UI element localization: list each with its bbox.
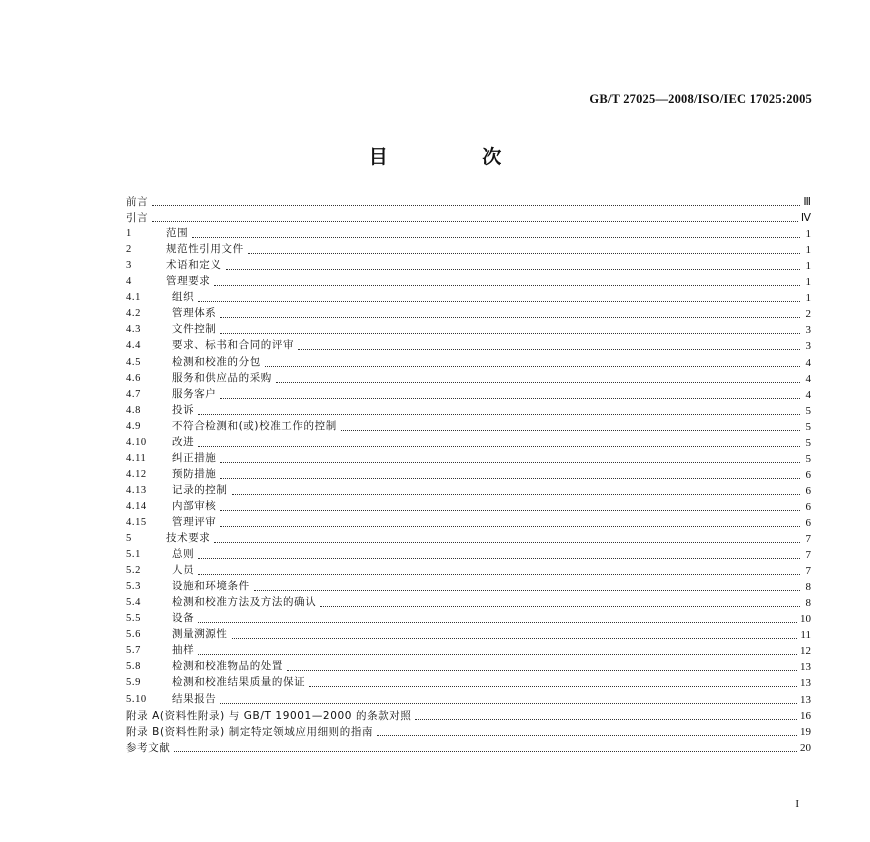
toc-entry-text: 设施和环境条件	[172, 580, 250, 593]
toc-entry-label	[126, 322, 216, 337]
toc-entry-text: 文件控制	[172, 323, 217, 336]
toc-entry[interactable]	[126, 273, 811, 289]
toc-entry[interactable]	[126, 193, 811, 209]
toc-leader-dots	[220, 477, 800, 479]
toc-entry-text: 投诉	[172, 403, 195, 416]
toc-entry[interactable]	[126, 690, 811, 706]
toc-entry[interactable]	[126, 578, 811, 594]
toc-entry-page: 4	[805, 372, 811, 385]
toc-entry[interactable]	[126, 739, 811, 755]
toc-entry-label	[126, 451, 216, 466]
toc-entry-page: 7	[805, 549, 811, 562]
toc-entry[interactable]	[126, 626, 811, 642]
toc-entry-page: 5	[805, 452, 811, 465]
toc-entry-text: 记录的控制	[172, 483, 228, 496]
toc-entry-label	[126, 242, 244, 257]
toc-leader-dots	[232, 493, 801, 495]
toc-entry-label	[126, 563, 194, 578]
toc-entry-label	[126, 419, 337, 434]
toc-leader-dots	[309, 685, 797, 687]
toc-entry-label	[126, 258, 222, 273]
toc-entry-label	[126, 579, 250, 594]
toc-leader-dots	[198, 413, 800, 415]
toc-entry-label	[126, 483, 228, 498]
toc-entry-label	[126, 435, 194, 450]
toc-entry-page: 7	[805, 565, 811, 578]
toc-entry-number: 5.10	[126, 693, 147, 705]
toc-entry-text: 检测和校准的分包	[172, 355, 261, 368]
toc-entry-text: 引言	[126, 212, 149, 225]
toc-entry-text: 管理评审	[172, 515, 217, 528]
toc-entry-page: 20	[800, 741, 811, 754]
toc-entry-text: 术语和定义	[166, 259, 222, 272]
toc-entry-page: 13	[800, 693, 811, 706]
toc-entry[interactable]	[126, 418, 811, 434]
toc-entry-label	[126, 531, 210, 546]
toc-entry-label	[126, 515, 216, 530]
toc-leader-dots	[415, 718, 797, 720]
toc-entry[interactable]	[126, 514, 811, 530]
toc-leader-dots	[220, 461, 800, 463]
toc-entry-page: 1	[805, 292, 811, 305]
toc-entry-label	[126, 659, 283, 674]
toc-entry-number: 5.2	[126, 565, 141, 577]
toc-leader-dots	[341, 429, 800, 431]
toc-entry-label	[126, 195, 148, 209]
toc-entry-label	[126, 692, 216, 707]
toc-entry-number: 4.8	[126, 404, 141, 416]
toc-leader-dots	[320, 605, 800, 607]
toc-leader-dots	[214, 284, 800, 286]
toc-entry[interactable]	[126, 289, 811, 305]
toc-entry-number: 1	[126, 228, 132, 240]
toc-entry[interactable]	[126, 482, 811, 498]
toc-entry[interactable]	[126, 707, 811, 723]
toc-leader-dots	[198, 573, 800, 575]
toc-entry-text: 人员	[172, 564, 195, 577]
toc-entry-number: 4.12	[126, 468, 147, 480]
toc-entry-label	[126, 611, 194, 626]
toc-entry-page: 3	[805, 324, 811, 337]
toc-entry-text: 范围	[166, 227, 189, 240]
toc-entry-page: 8	[805, 597, 811, 610]
toc-entry-text: 服务和供应品的采购	[172, 371, 272, 384]
toc-entry-page: 6	[805, 468, 811, 481]
toc-entry-page: 3	[805, 340, 811, 353]
toc-entry-label	[126, 371, 272, 386]
toc-entry-number: 2	[126, 244, 132, 256]
toc-leader-dots	[214, 541, 800, 543]
toc-entry-number: 4.1	[126, 292, 141, 304]
toc-entry-page: 13	[800, 661, 811, 674]
toc-entry-page: Ⅳ	[800, 212, 811, 225]
toc-entry[interactable]	[126, 402, 811, 418]
toc-entry[interactable]	[126, 642, 811, 658]
toc-leader-dots	[265, 365, 800, 367]
toc-entry-text: 设备	[172, 612, 195, 625]
toc-leader-dots	[198, 653, 797, 655]
toc-entry[interactable]	[126, 353, 811, 369]
toc-entry[interactable]	[126, 530, 811, 546]
toc-leader-dots	[152, 204, 800, 206]
toc-entry-number: 4.3	[126, 324, 141, 336]
toc-leader-dots	[174, 750, 797, 752]
toc-entry[interactable]	[126, 450, 811, 466]
toc-entry[interactable]	[126, 434, 811, 450]
toc-leader-dots	[220, 702, 797, 704]
toc-entry-label	[126, 403, 194, 418]
toc-entry-page: 8	[805, 581, 811, 594]
toc-entry-label	[126, 387, 216, 402]
toc-entry-number: 4.10	[126, 436, 147, 448]
toc-entry-page: 11	[800, 629, 811, 642]
toc-entry-number: 4.5	[126, 356, 141, 368]
toc-entry[interactable]	[126, 546, 811, 562]
toc-entry-page: Ⅲ	[803, 196, 811, 209]
toc-entry-text: 管理体系	[172, 307, 217, 320]
toc-leader-dots	[276, 381, 800, 383]
toc-entry[interactable]	[126, 305, 811, 321]
toc-title: 目 次	[368, 146, 546, 168]
toc-entry-number: 4	[126, 276, 132, 288]
toc-entry-number: 3	[126, 260, 132, 272]
toc-entry-number: 5	[126, 533, 132, 545]
toc-entry-number: 4.6	[126, 372, 141, 384]
toc-leader-dots	[254, 589, 800, 591]
toc-entry-page: 6	[805, 500, 811, 513]
toc-entry-text: 技术要求	[166, 532, 211, 545]
toc-entry-page: 1	[805, 228, 811, 241]
toc-entry-number: 4.7	[126, 388, 141, 400]
toc-entry-number: 4.15	[126, 516, 147, 528]
toc-entry[interactable]	[126, 209, 811, 225]
toc-entry-text: 管理要求	[166, 275, 211, 288]
toc-entry-text: 预防措施	[172, 467, 217, 480]
toc-leader-dots	[248, 252, 800, 254]
toc-entry-page: 10	[800, 613, 811, 626]
toc-entry-text: 结果报告	[172, 692, 217, 705]
toc-entry-text: 总则	[172, 548, 195, 561]
table-of-contents	[126, 193, 811, 755]
toc-entry-number: 5.5	[126, 613, 141, 625]
toc-leader-dots	[198, 557, 800, 559]
toc-entry-page: 16	[800, 709, 811, 722]
toc-leader-dots	[198, 621, 797, 623]
toc-entry-number: 4.11	[126, 452, 147, 464]
toc-entry[interactable]	[126, 225, 811, 241]
toc-entry[interactable]	[126, 594, 811, 610]
toc-entry-label	[126, 643, 194, 658]
toc-entry-page: 5	[805, 420, 811, 433]
toc-leader-dots	[232, 637, 798, 639]
toc-entry[interactable]	[126, 386, 811, 402]
toc-entry-number: 4.9	[126, 420, 141, 432]
toc-entry-label	[126, 226, 188, 241]
toc-entry-number: 5.1	[126, 549, 141, 561]
toc-entry[interactable]	[126, 723, 811, 739]
toc-leader-dots	[220, 525, 800, 527]
toc-entry-number: 5.4	[126, 597, 141, 609]
toc-entry-number: 5.7	[126, 645, 141, 657]
toc-entry[interactable]	[126, 674, 811, 690]
toc-entry-text: 前言	[126, 196, 149, 209]
toc-entry-page: 4	[805, 388, 811, 401]
toc-leader-dots	[220, 397, 800, 399]
toc-entry-text: 不符合检测和(或)校准工作的控制	[172, 419, 337, 432]
toc-entry-number: 4.2	[126, 308, 141, 320]
toc-entry-label	[126, 274, 210, 289]
toc-entry-label	[126, 675, 305, 690]
toc-entry-label	[126, 290, 194, 305]
toc-entry-label	[126, 499, 216, 514]
toc-entry-text: 检测和校准结果质量的保证	[172, 676, 306, 689]
toc-entry-label	[126, 211, 148, 225]
toc-entry-text: 纠正措施	[172, 451, 217, 464]
toc-leader-dots	[192, 236, 800, 238]
toc-entry-page: 5	[805, 436, 811, 449]
toc-entry-text: 检测和校准方法及方法的确认	[172, 596, 317, 609]
toc-entry-text: 规范性引用文件	[166, 243, 244, 256]
toc-entry-page: 1	[805, 244, 811, 257]
toc-entry-number: 5.6	[126, 629, 141, 641]
toc-entry[interactable]	[126, 257, 811, 273]
toc-entry-label	[126, 725, 373, 739]
toc-entry-page: 4	[805, 356, 811, 369]
toc-entry-text: 检测和校准物品的处置	[172, 660, 283, 673]
toc-entry[interactable]	[126, 241, 811, 257]
toc-entry[interactable]	[126, 610, 811, 626]
page-number: I	[795, 798, 799, 810]
toc-leader-dots	[377, 734, 797, 736]
toc-entry[interactable]	[126, 370, 811, 386]
toc-entry-text: 要求、标书和合同的评审	[172, 339, 295, 352]
toc-entry[interactable]	[126, 466, 811, 482]
toc-entry[interactable]	[126, 658, 811, 674]
toc-leader-dots	[152, 220, 798, 222]
toc-leader-dots	[287, 669, 797, 671]
toc-entry-page: 12	[800, 645, 811, 658]
toc-entry-text: 附录 B(资料性附录) 制定特定领域应用细则的指南	[126, 725, 374, 738]
toc-entry-number: 5.8	[126, 661, 141, 673]
toc-entry-page: 7	[805, 533, 811, 546]
toc-entry-label	[126, 595, 316, 610]
toc-entry-text: 附录 A(资料性附录) 与 GB/T 19001—2000 的条款对照	[126, 709, 412, 722]
toc-entry-text: 测量溯源性	[172, 628, 228, 641]
standard-code: GB/T 27025—2008/ISO/IEC 17025:2005	[589, 92, 812, 106]
toc-entry-text: 服务客户	[172, 387, 217, 400]
toc-entry-number: 4.14	[126, 500, 147, 512]
toc-entry-number: 5.3	[126, 581, 141, 593]
toc-entry-page: 5	[805, 404, 811, 417]
toc-leader-dots	[220, 316, 800, 318]
toc-entry-page: 6	[805, 516, 811, 529]
toc-leader-dots	[220, 509, 800, 511]
toc-entry[interactable]	[126, 562, 811, 578]
toc-entry-text: 组织	[172, 291, 195, 304]
toc-entry-text: 抽样	[172, 644, 195, 657]
toc-leader-dots	[298, 348, 800, 350]
toc-entry-text: 参考文献	[126, 741, 171, 754]
toc-entry-page: 2	[805, 308, 811, 321]
toc-entry-number: 4.13	[126, 484, 147, 496]
toc-entry-page: 6	[805, 484, 811, 497]
toc-entry-text: 内部审核	[172, 499, 217, 512]
toc-entry-page: 1	[805, 260, 811, 273]
toc-leader-dots	[198, 300, 800, 302]
toc-entry-label	[126, 306, 216, 321]
toc-entry-number: 4.4	[126, 340, 141, 352]
toc-entry[interactable]	[126, 498, 811, 514]
toc-entry-label	[126, 547, 194, 562]
toc-entry-label	[126, 338, 294, 353]
toc-entry-label	[126, 355, 261, 370]
toc-entry-number: 5.9	[126, 677, 141, 689]
toc-entry[interactable]	[126, 321, 811, 337]
toc-entry-label	[126, 709, 411, 723]
toc-entry-label	[126, 467, 216, 482]
toc-leader-dots	[220, 332, 800, 334]
toc-entry-label	[126, 627, 228, 642]
toc-leader-dots	[198, 445, 800, 447]
toc-entry-label	[126, 741, 170, 755]
toc-leader-dots	[226, 268, 801, 270]
toc-entry-page: 13	[800, 677, 811, 690]
toc-entry-text: 改进	[172, 435, 195, 448]
toc-entry-page: 19	[800, 725, 811, 738]
toc-entry[interactable]	[126, 337, 811, 353]
toc-entry-page: 1	[805, 276, 811, 289]
